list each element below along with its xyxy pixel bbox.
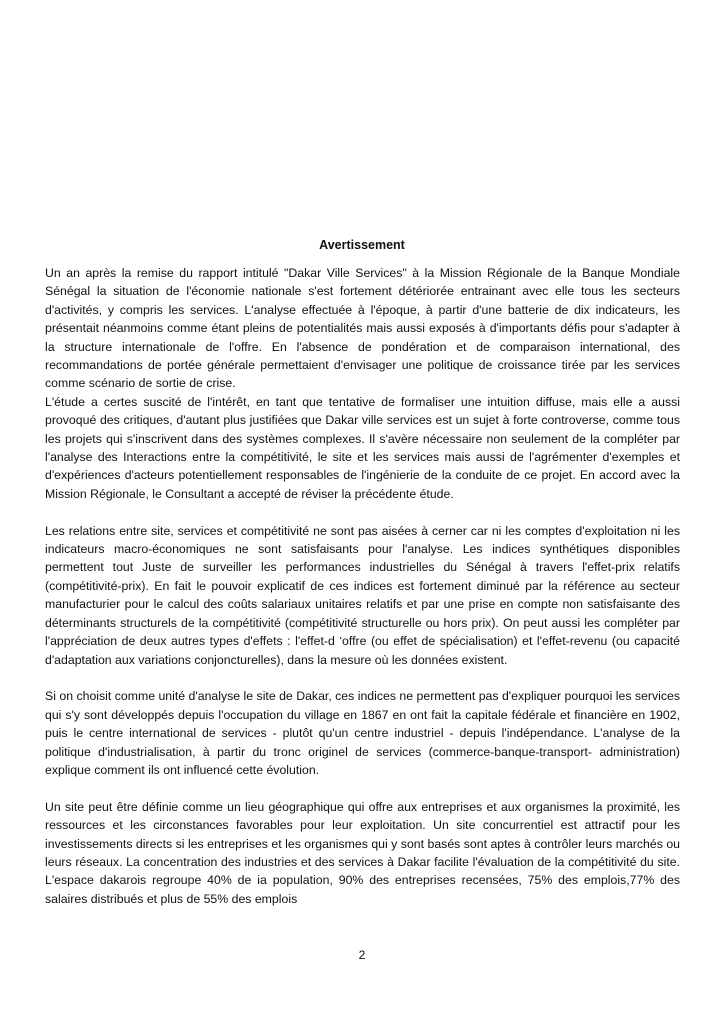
page-number: 2 (358, 948, 366, 962)
paragraph-site-definition: Un site peut être définie comme un lieu géographique qui offre aux entreprises et aux organismes la proximité, les ressources et les circonstances favorables pour leur exploitation. Un site concurrentiel est attractif pour les investissements directs si les entreprises et les organismes qui y sont basés sont aptes à contrôler leurs marchés ou leurs réseaux. La concentration des industries et des services à Dakar facilite l'évaluation de la compétitivité du site. L'espace dakarois regroupe 40% de ia population, 90% des entreprises recensées, 75% des emplois,77% des salaires distribués et plus de 55% des emplois (45, 799, 680, 906)
paragraph-relations: Les relations entre site, services et compétitivité ne sont pas aisées à cerner car ni les comptes d'exploitation ni les indicateurs macro-économiques ne sont satisfaisants pour l'analyse. Les indices synthétiques disponibles permettent tout Juste de surveiller les performances industrielles du Sénégal à travers l'effet-prix relatifs (compétitivité-prix). En fait le pouvoir explicatif de ces indices est fortement diminué par la référence au secteur manufacturier pour le calcul des coûts salariaux unitaires relatifs et par une prise en compte non satisfaisante des déterminants structurels de la compétitivité (compétitivité structurelle ou hors prix). On peut aussi les compléter par l'appréciation de deux autres types d'effets : l'effet-d ‘offre (ou effet de spécialisation) et l'effet-revenu (ou capacité d'adaptation aux variations conjoncturelles), dans la mesure où les données existent. (45, 523, 680, 667)
document-title: Avertissement (319, 238, 405, 252)
paragraph-site-dakar: Si on choisit comme unité d'analyse le site de Dakar, ces indices ne permettent pas d'expliquer pourquoi les services qui s'y sont développés depuis l'occupation du village en 1867 en ont fait la capitale fédérale et financière en 1902, puis le centre international de services - plutôt qu'un centre industriel - depuis l'indépendance. L'analyse de la politique d'industrialisation, à partir du tronc originel de services (commerce-banque-transport- administration) explique comment ils ont influencé cette évolution. (45, 689, 680, 777)
paragraph-intro: Un an après la remise du rapport intitulé "Dakar Ville Services" à la Mission Régionale de la Banque Mondiale Sénégal la situation de l'économie nationale s'est fortement détériorée entrainant avec elle tous les secteurs d'activités, y compris les services. L'analyse effectuée à l'époque, à partir d'une batterie de dix indicateurs, les présentait néanmoins comme étant pleins de potentialités mais aussi exposés à d'importants défis pour s'adapter à la structure internationale de l'offre. En l'absence de pondération et de comparaison international, des recommandations de portée générale permettaient d'envisager une politique de croissance tirée par les services comme scénario de sortie de crise. (45, 266, 680, 391)
document-body (45, 264, 680, 908)
paragraph-etude: L'étude a certes suscité de l'intérêt, en tant que tentative de formaliser une intuition diffuse, mais elle a aussi provoqué des critiques, d'autant plus justifiées que Dakar ville services est un sujet à forte controverse, comme tous les projets qui s'inscrivent dans des systèmes complexes. Il s'avère nécessaire non seulement de la compléter par l'analyse des Interactions entre la compétitivité, le site et les services mais aussi de l'agrémenter d'exemples et d'expériences d'acteurs potentiellement responsables de l'ingénierie de la conduite de ce projet. En accord avec la Mission Régionale, le Consultant a accepté de réviser la précédente étude. (45, 394, 680, 501)
